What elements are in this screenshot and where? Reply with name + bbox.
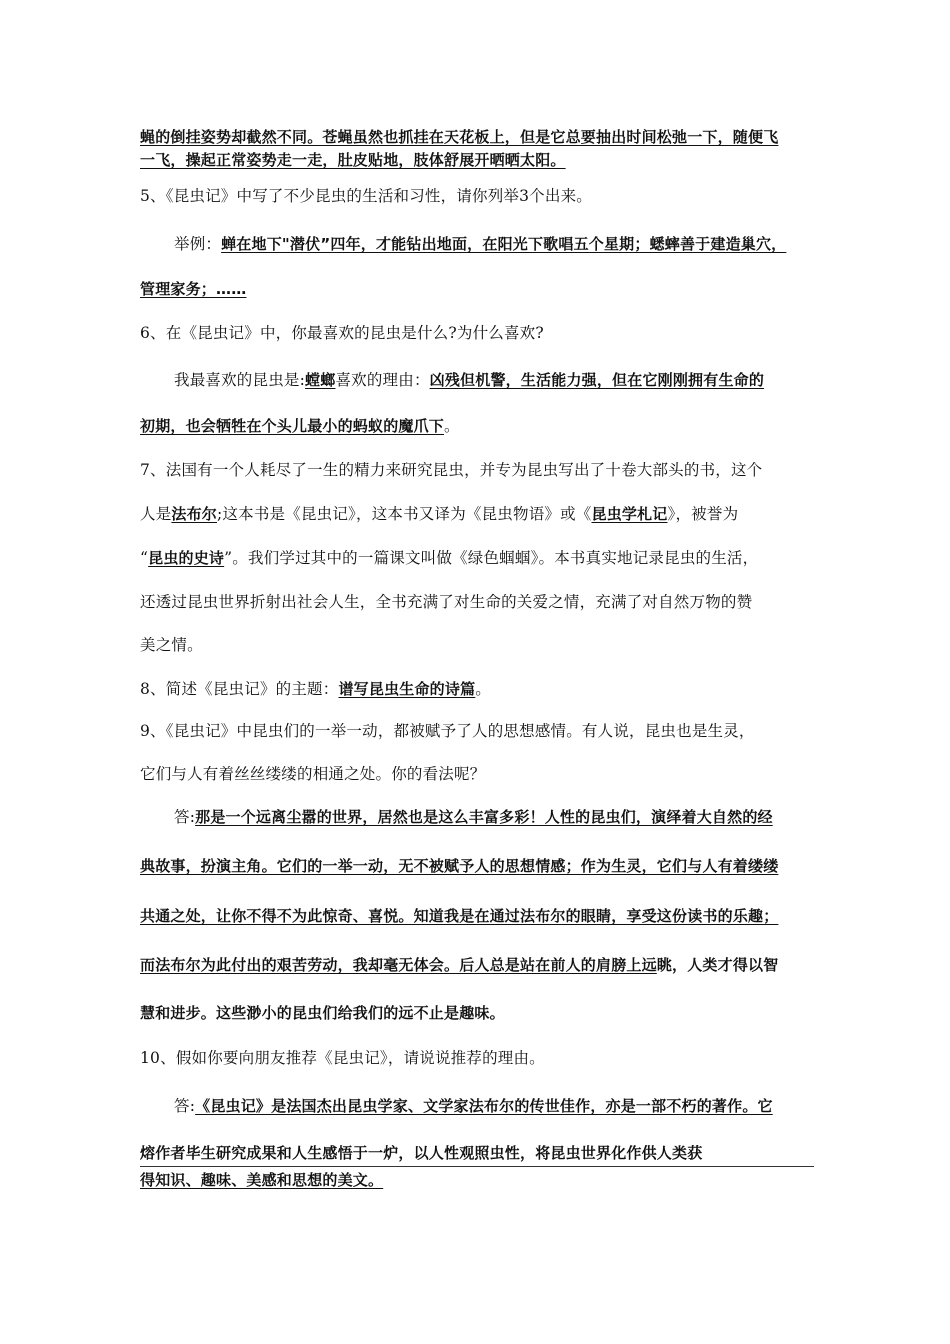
answer-6: 我最喜欢的昆虫是:螳螂喜欢的理由：凶残但机警，生活能力强，但在它刚刚拥有生命的 xyxy=(174,371,765,389)
question-10: 10、假如你要向朋友推荐《昆虫记》，请说说推荐的理由。 xyxy=(140,1049,545,1067)
question-5: 5、《昆虫记》中写了不少昆虫的生活和习性，请你列举3个出来。 xyxy=(140,187,592,205)
answer-10-line: 熔作者毕生研究成果和人生感悟于一炉，以人性观照虫性，将昆虫世界化作供人类获 xyxy=(140,1144,703,1162)
question-9: 9、《昆虫记》中昆虫们的一举一动，都被赋予了人的思想感情。有人说，昆虫也是生灵， xyxy=(140,722,755,740)
question-7-line: “昆虫的史诗”。我们学过其中的一篇课文叫做《绿色蝈蝈》。本书真实地记录昆虫的生活， xyxy=(140,549,759,567)
answer-5: 举例：蝉在地下"潜伏”四年，才能钻出地面，在阳光下歌唱五个星期；蟋蟀善于建造巢穴， xyxy=(174,235,787,253)
question-7-line: 美之情。 xyxy=(140,636,203,654)
answer-6-cont: 初期，也会牺牲在个头儿最小的蚂蚁的魔爪下。 xyxy=(140,417,460,435)
answer-10-line: 得知识、趣味、美感和思想的美文。 xyxy=(140,1171,384,1189)
answer-9-line: 慧和进步。这些渺小的昆虫们给我们的远不止是趣味。 xyxy=(140,1004,505,1022)
question-8: 8、简述《昆虫记》的主题：谱写昆虫生命的诗篇。 xyxy=(140,680,491,698)
answer-9-line: 共通之处，让你不得不为此惊奇、喜悦。知道我是在通过法布尔的眼睛，享受这份读书的乐趣； xyxy=(140,907,779,925)
answer-underline-rule xyxy=(140,1166,814,1167)
question-6: 6、在《昆虫记》中，你最喜欢的昆虫是什么?为什么喜欢? xyxy=(140,324,544,342)
answer-9-line: 而法布尔为此付出的艰苦劳动，我却毫无体会。后人总是站在前人的肩膀上远眺，人类才得以智 xyxy=(140,956,779,974)
answer-9-line: 典故事，扮演主角。它们的一举一动，无不被赋予人的思想情感；作为生灵，它们与人有着缕缕 xyxy=(140,857,779,875)
question-7-line: 人是法布尔;这本书是《昆虫记》，这本书又译为《昆虫物语》或《昆虫学札记》，被誉为 xyxy=(140,505,739,523)
question-9-line: 它们与人有着丝丝缕缕的相通之处。你的看法呢？ xyxy=(140,765,486,783)
answer-line: 一飞，操起正常姿势走一走，肚皮贴地，肢体舒展开晒晒太阳。 xyxy=(140,151,566,169)
question-7-line: 还透过昆虫世界折射出社会人生，全书充满了对生命的关爱之情，充满了对自然万物的赞 xyxy=(140,593,753,611)
question-7: 7、法国有一个人耗尽了一生的精力来研究昆虫，并专为昆虫写出了十卷大部头的书，这个 xyxy=(140,461,763,479)
answer-9: 答:那是一个远离尘嚣的世界，居然也是这么丰富多彩！人性的昆虫们，演绎着大自然的经 xyxy=(174,808,773,826)
answer-10: 答:《昆虫记》是法国杰出昆虫学家、文学家法布尔的传世佳作，亦是一部不朽的著作。它 xyxy=(174,1097,773,1115)
answer-5-cont: 管理家务；…… xyxy=(140,280,247,298)
answer-line: 蝇的倒挂姿势却截然不同。苍蝇虽然也抓挂在天花板上，但是它总要抽出时间松弛一下，随便飞 xyxy=(140,128,779,146)
